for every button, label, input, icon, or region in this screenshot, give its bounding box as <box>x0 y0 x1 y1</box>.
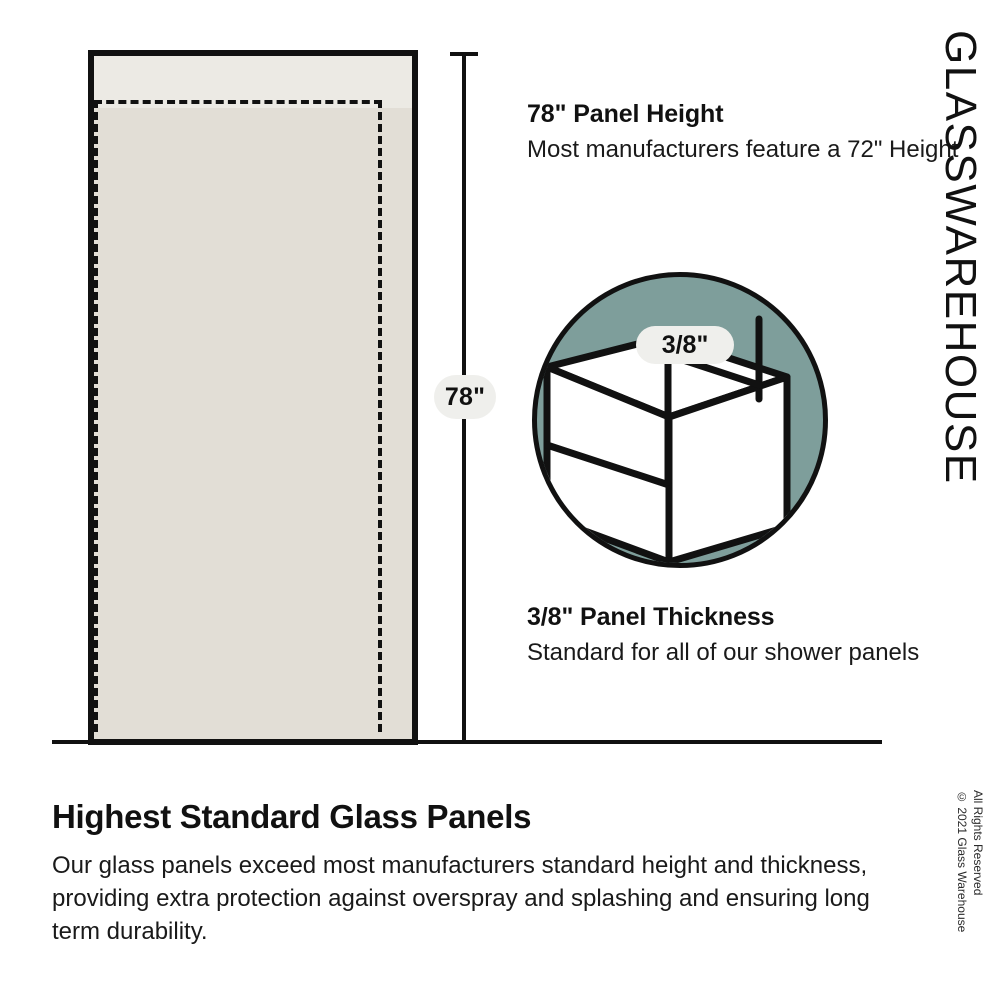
panel-dashed-inset <box>94 100 382 732</box>
height-dimension-badge: 78" <box>434 375 496 419</box>
callout-panel-height-title: 78" Panel Height <box>527 100 724 128</box>
bottom-copy-block <box>52 798 882 948</box>
copyright-line-2: All Rights Reserved <box>971 790 985 896</box>
bottom-heading: Highest Standard Glass Panels <box>52 798 532 835</box>
callout-panel-thickness-body: Standard for all of our shower panels <box>527 639 920 666</box>
callout-panel-height-body: Most manufacturers feature a 72" Height <box>527 136 959 163</box>
brand-wordmark <box>930 30 990 590</box>
dimension-cap-top <box>450 52 478 56</box>
callout-panel-thickness <box>527 603 919 669</box>
callout-panel-thickness-title: 3/8" Panel Thickness <box>527 603 775 631</box>
brand-wordmark-text: GLASSWAREHOUSE <box>936 30 985 485</box>
glass-edge-drawing <box>537 277 823 563</box>
copyright-line-1: © 2021 Glass Warehouse <box>954 790 969 933</box>
callout-panel-height <box>527 100 958 166</box>
dimension-cap-bottom <box>52 740 882 744</box>
bottom-body: Our glass panels exceed most manufacturers standard height and thickness, providing extra protection against overspray and splashing and ensuring long term durability. <box>52 852 870 946</box>
thickness-badge: 3/8" <box>636 326 734 364</box>
detail-circle-background <box>532 272 828 568</box>
copyright-block <box>954 790 986 990</box>
thickness-detail-graphic <box>532 272 828 568</box>
